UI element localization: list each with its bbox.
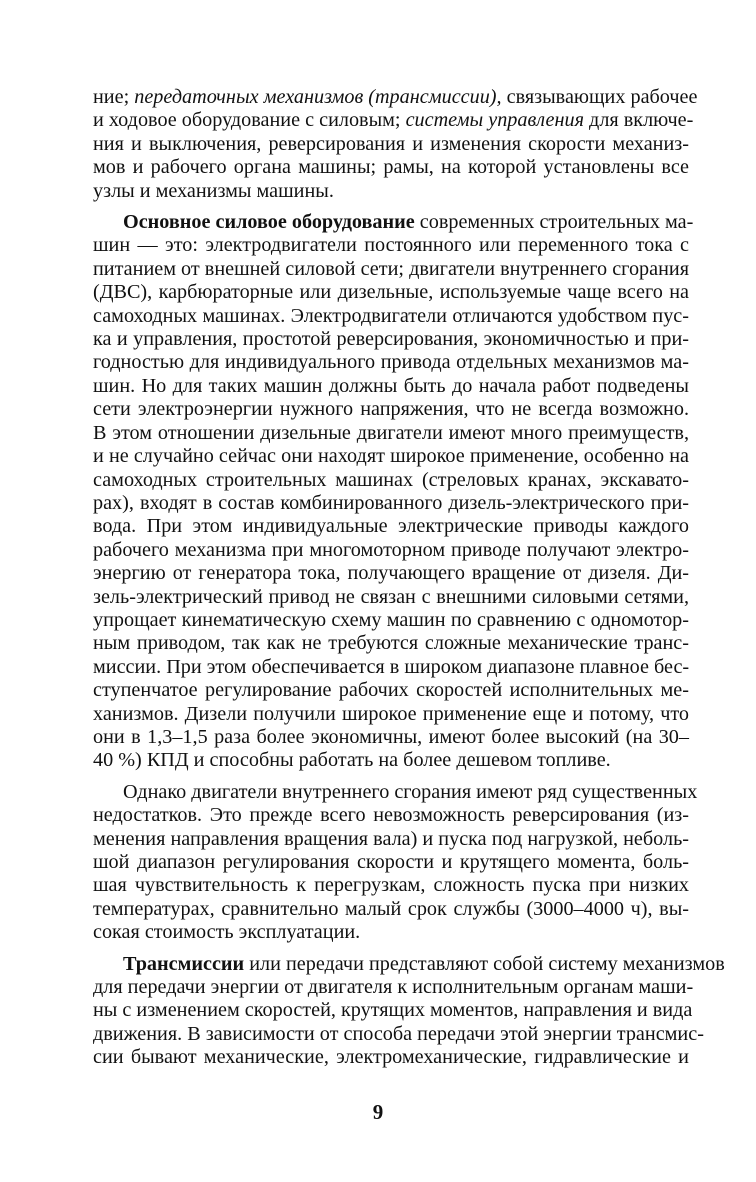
text-line: упрощает кинематическую схему машин по сравнению с одномотор- — [93, 608, 689, 631]
text-line: сети электроэнергии нужного напряжения, что не всегда возможно. — [93, 398, 689, 421]
text-line: для передачи энергии от двигателя к исполнительным органам маши- — [93, 976, 694, 999]
text-line: питанием от внешней силовой сети; двигатели внутреннего сгорания — [93, 257, 689, 280]
text-line: энергию от генератора тока, получающего вращение от дизеля. Ди- — [93, 562, 689, 585]
text-line: и ходовое оборудование с силовым; системы управления для включе- — [93, 109, 694, 132]
text-line: самоходных строительных машинах (стреловых кранах, экскавато- — [93, 468, 689, 491]
text-line: температурах, сравнительно малый срок службы (3000–4000 ч), вы- — [93, 897, 689, 920]
text-line: ханизмов. Дизели получили широкое применение еще и потому, что — [93, 702, 689, 725]
text-line: Основное силовое оборудование современных строительных ма- — [123, 211, 694, 234]
text-line: шин — это: электродвигатели постоянного или переменного тока с — [93, 234, 689, 257]
text-line: миссии. При этом обеспечивается в широком диапазоне плавное бес- — [93, 655, 690, 678]
text-line: сокая стоимость эксплуатации. — [93, 921, 361, 944]
text-line: менения направления вращения вала) и пуска под нагрузкой, неболь- — [93, 827, 689, 850]
text-line: они в 1,3–1,5 раза более экономичны, имеют более высокий (на 30– — [93, 725, 689, 748]
paragraph-3 — [93, 780, 698, 945]
text-line: и не случайно сейчас они находят широкое применение, особенно на — [93, 445, 689, 468]
text-line: Однако двигатели внутреннего сгорания имеют ряд существенных — [123, 780, 698, 803]
text-line: рах), входят в состав комбинированного дизель-электрического при- — [93, 491, 689, 514]
text-line: шая чувствительность к перегрузкам, сложность пуска при низких — [93, 874, 689, 897]
paragraph-2 — [93, 211, 694, 773]
paragraph-1 — [93, 86, 698, 203]
text-line: ны с изменением скоростей, крутящих моментов, направления и вида — [93, 999, 693, 1022]
text-line: ния и выключения, реверсирования и изменения скорости механиз- — [93, 132, 689, 155]
text-line: годностью для индивидуального привода отдельных механизмов ма- — [93, 351, 689, 374]
text-line: шин. Но для таких машин должны быть до начала работ подведены — [93, 374, 689, 397]
text-line: узлы и механизмы машины. — [93, 179, 334, 202]
term-power-equipment: Основное силовое оборудование — [123, 211, 415, 234]
term-transmissions: Трансмиссии — [123, 952, 245, 975]
text-line: вода. При этом индивидуальные электрические приводы каждого — [93, 515, 689, 538]
body-text — [93, 86, 725, 1070]
text-line: движения. В зависимости от способа передачи этой энергии трансмис- — [93, 1022, 704, 1045]
text-line: самоходных машинах. Электродвигатели отличаются удобством пус- — [93, 304, 689, 327]
text-line: недостатков. Это прежде всего невозможность реверсирования (из- — [93, 804, 689, 827]
paragraph-4 — [93, 952, 725, 1070]
text-line: ступенчатое регулирование рабочих скоростей исполнительных ме- — [93, 679, 689, 702]
text-line: шой диапазон регулирования скорости и крутящего момента, боль- — [93, 851, 689, 873]
text-line: рабочего механизма при многомоторном приводе получают электро- — [93, 538, 689, 561]
text-line: ка и управления, простотой реверсирования, экономичностью и при- — [93, 328, 689, 351]
text-line: 40 %) КПД и способны работать на более дешевом топливе. — [93, 749, 611, 772]
text-line: сии бывают механические, электромеханические, гидравлические и — [93, 1046, 689, 1069]
text-line: ным приводом, так как не требуются сложные механические транс- — [93, 632, 689, 655]
text-line: Трансмиссии или передачи представляют собой систему механизмов — [123, 952, 725, 975]
text-line: В этом отношении дизельные двигатели имеют много преимуществ, — [93, 421, 689, 444]
text-line: ние; передаточных механизмов (трансмиссии), связывающих рабочее — [93, 86, 698, 108]
text-line: зель-электрический привод не связан с внешними силовыми сетями, — [93, 585, 689, 608]
text-line: мов и рабочего органа машины; рамы, на которой установлены все — [93, 156, 689, 179]
text-line: (ДВС), карбюраторные или дизельные, используемые чаще всего на — [93, 281, 689, 304]
page-number: 9 — [372, 1100, 384, 1124]
